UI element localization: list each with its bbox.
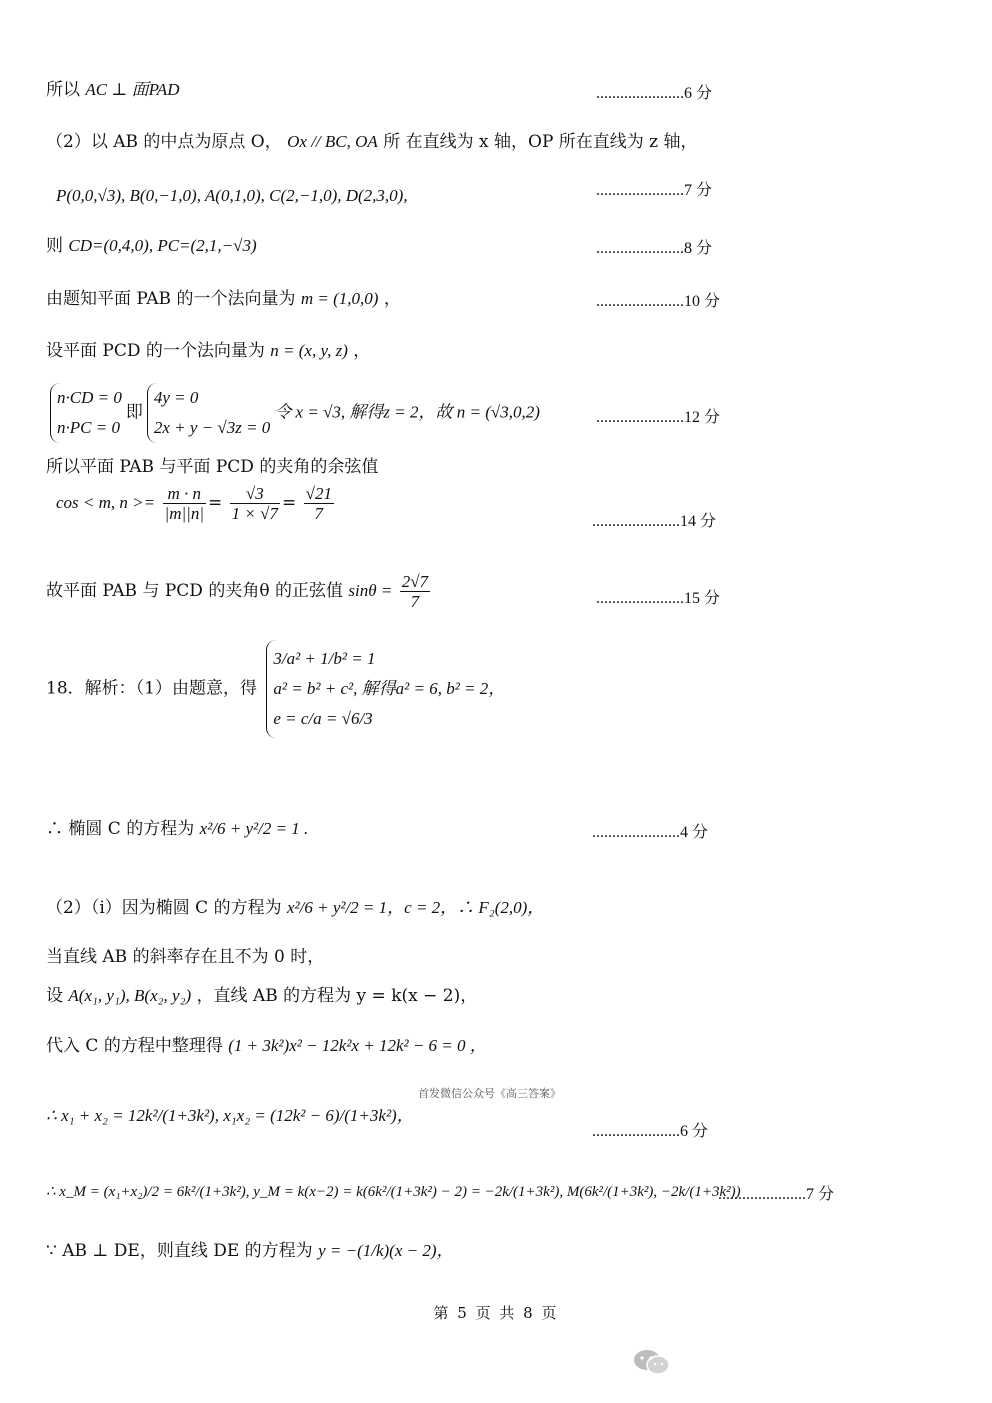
line-ellipse-equation bbox=[46, 818, 308, 840]
denominator: 7 bbox=[314, 504, 324, 523]
question-18-heading: 18．解析：（1）由题意，得 bbox=[46, 678, 257, 699]
text: 则 bbox=[46, 236, 63, 256]
math-focus: x²/6 + y²/2 = 1，c = 2，∴ F₂(2,0)， bbox=[286, 898, 545, 917]
math-n-vector: n = (x, y, z) bbox=[270, 341, 348, 360]
line-cos-value: cos < m, n >= $\frac{m \cdot n}{|m||n|}$ = $\frac{√3}{1 \times √7}$ = $\frac{√21}{7}$ bbox=[56, 484, 332, 523]
system-linear bbox=[147, 383, 270, 443]
line-part2-i bbox=[46, 897, 544, 919]
numerator: m · n bbox=[163, 484, 206, 504]
text: ∴ 椭圆 C 的方程为 bbox=[46, 819, 195, 839]
system-dot-products bbox=[50, 383, 122, 443]
line-slope-case bbox=[46, 946, 324, 968]
line-midpoint bbox=[46, 1180, 741, 1203]
text: 设 bbox=[46, 986, 63, 1006]
eq: e = c/a = √6/3 bbox=[273, 709, 373, 728]
fraction-2sqrt7-over-7 bbox=[400, 572, 430, 611]
math-axes: Ox // BC, OA bbox=[287, 132, 378, 151]
score-7-a: ......................7 分 bbox=[596, 182, 713, 199]
text: 由题知平面 PAB 的一个法向量为 bbox=[46, 289, 296, 309]
text: 所 在直线为 x 轴，OP 所在直线为 z 轴， bbox=[383, 132, 698, 152]
line-set-points bbox=[46, 985, 477, 1007]
denominator: |m||n| bbox=[164, 504, 204, 523]
line-normal-n bbox=[46, 340, 370, 362]
score-15: ......................15 分 bbox=[596, 590, 721, 607]
text: ， bbox=[383, 289, 401, 309]
line-de-equation bbox=[46, 1240, 454, 1262]
line-vieta bbox=[46, 1105, 414, 1127]
math-points: P(0,0,√3), B(0,−1,0), A(0,1,0), C(2,−1,0), D(2,3,0), bbox=[56, 186, 408, 205]
eq: n·CD = 0 bbox=[57, 388, 122, 407]
text: ，直线 AB 的方程为 y = k(x − 2)， bbox=[196, 986, 478, 1006]
line-sin-value bbox=[46, 572, 432, 611]
score-7-b: ......................7 分 bbox=[718, 1186, 835, 1203]
score-6-b: ......................6 分 bbox=[592, 1123, 709, 1140]
line-q18 bbox=[46, 640, 509, 738]
text: 所以 bbox=[46, 80, 80, 100]
line-points bbox=[56, 185, 408, 207]
score-12: ......................12 分 bbox=[596, 409, 721, 426]
text: 故平面 PAB 与 PCD 的夹角θ 的正弦值 bbox=[46, 581, 343, 601]
text: 代入 C 的方程中整理得 bbox=[46, 1036, 223, 1056]
line-system bbox=[46, 383, 540, 443]
eq: n·PC = 0 bbox=[57, 418, 120, 437]
watermark-text: 首发微信公众号《高三答案》 bbox=[418, 1087, 561, 1100]
fraction-dot-over-norms bbox=[163, 484, 206, 523]
math-points-ab: A(x₁, y₁), B(x₂, y₂) bbox=[68, 986, 192, 1005]
line-ac-perp bbox=[46, 79, 179, 101]
text: （2）以 AB 的中点为原点 O， bbox=[46, 132, 282, 152]
score-8: ......................8 分 bbox=[596, 240, 713, 257]
math-vieta: ∴ x₁ + x₂ = 12k²/(1+3k²), x₁x₂ = (12k² − 6)/(1+3k²)， bbox=[46, 1106, 414, 1125]
score-14: ......................14 分 bbox=[592, 513, 717, 530]
line-cos-intro bbox=[46, 456, 378, 478]
eq: a² = b² + c², 解得a² = 6, b² = 2， bbox=[273, 679, 506, 698]
eq: 2x + y − √3z = 0 bbox=[153, 418, 271, 437]
text: 即 bbox=[125, 402, 143, 423]
text: 当直线 AB 的斜率存在且不为 0 时， bbox=[46, 947, 325, 967]
math-midpoint: ∴ x_M = (x₁+x₂)/2 = 6k²/(1+3k²), y_M = k(x−2) = k(6k²/(1+3k²) − 2) = −2k/(1+3k²), M(6k²/(1+3k²), −2k/(1+3k²)) bbox=[46, 1184, 741, 1200]
line-normal-m bbox=[46, 288, 401, 310]
fraction-sqrt21-over-7 bbox=[304, 484, 334, 523]
math-de-line: y = −(1/k)(x − 2)， bbox=[318, 1241, 454, 1260]
eq: 4y = 0 bbox=[153, 388, 199, 407]
eq: 3/a² + 1/b² = 1 bbox=[273, 649, 376, 668]
text: （2）（i）因为椭圆 C 的方程为 bbox=[46, 898, 282, 918]
wechat-icon bbox=[632, 1348, 672, 1376]
line-coordinate-setup bbox=[46, 131, 698, 153]
page-footer: 第 5 页 共 8 页 bbox=[433, 1304, 559, 1322]
text: 所以平面 PAB 与平面 PCD 的夹角的余弦值 bbox=[46, 457, 379, 477]
math-m-vector: m = (1,0,0) bbox=[300, 289, 379, 308]
denominator: 1 × √7 bbox=[231, 504, 278, 523]
denominator: 7 bbox=[410, 592, 420, 611]
math-solution-n: 令 x = √3, 解得z = 2，故 n = (√3,0,2) bbox=[274, 402, 540, 422]
math-ac-perp: AC ⊥ 面PAD bbox=[85, 80, 180, 99]
line-vectors bbox=[46, 235, 257, 257]
math-sin: sinθ = bbox=[348, 581, 393, 600]
math-quadratic: (1 + 3k²)x² − 12k²x + 12k² − 6 = 0 ， bbox=[228, 1036, 487, 1055]
math-ellipse: x²/6 + y²/2 = 1 . bbox=[199, 819, 309, 838]
score-6-a: ......................6 分 bbox=[596, 85, 713, 102]
score-4: ......................4 分 bbox=[592, 824, 709, 841]
line-substitute bbox=[46, 1035, 487, 1057]
numerator: √21 bbox=[305, 484, 332, 503]
math-cos: cos < m, n >= bbox=[56, 493, 156, 512]
numerator: √3 bbox=[230, 484, 280, 504]
text: 设平面 PCD 的一个法向量为 bbox=[46, 341, 265, 361]
numerator: 2√7 bbox=[401, 572, 429, 591]
text: ∵ AB ⊥ DE，则直线 DE 的方程为 bbox=[46, 1241, 313, 1261]
text: ， bbox=[353, 341, 371, 361]
system-ellipse bbox=[266, 640, 505, 738]
fraction-sqrt3-over bbox=[230, 484, 280, 523]
math-vectors: CD=(0,4,0), PC=(2,1,−√3) bbox=[68, 236, 257, 255]
score-10: ......................10 分 bbox=[596, 293, 721, 310]
